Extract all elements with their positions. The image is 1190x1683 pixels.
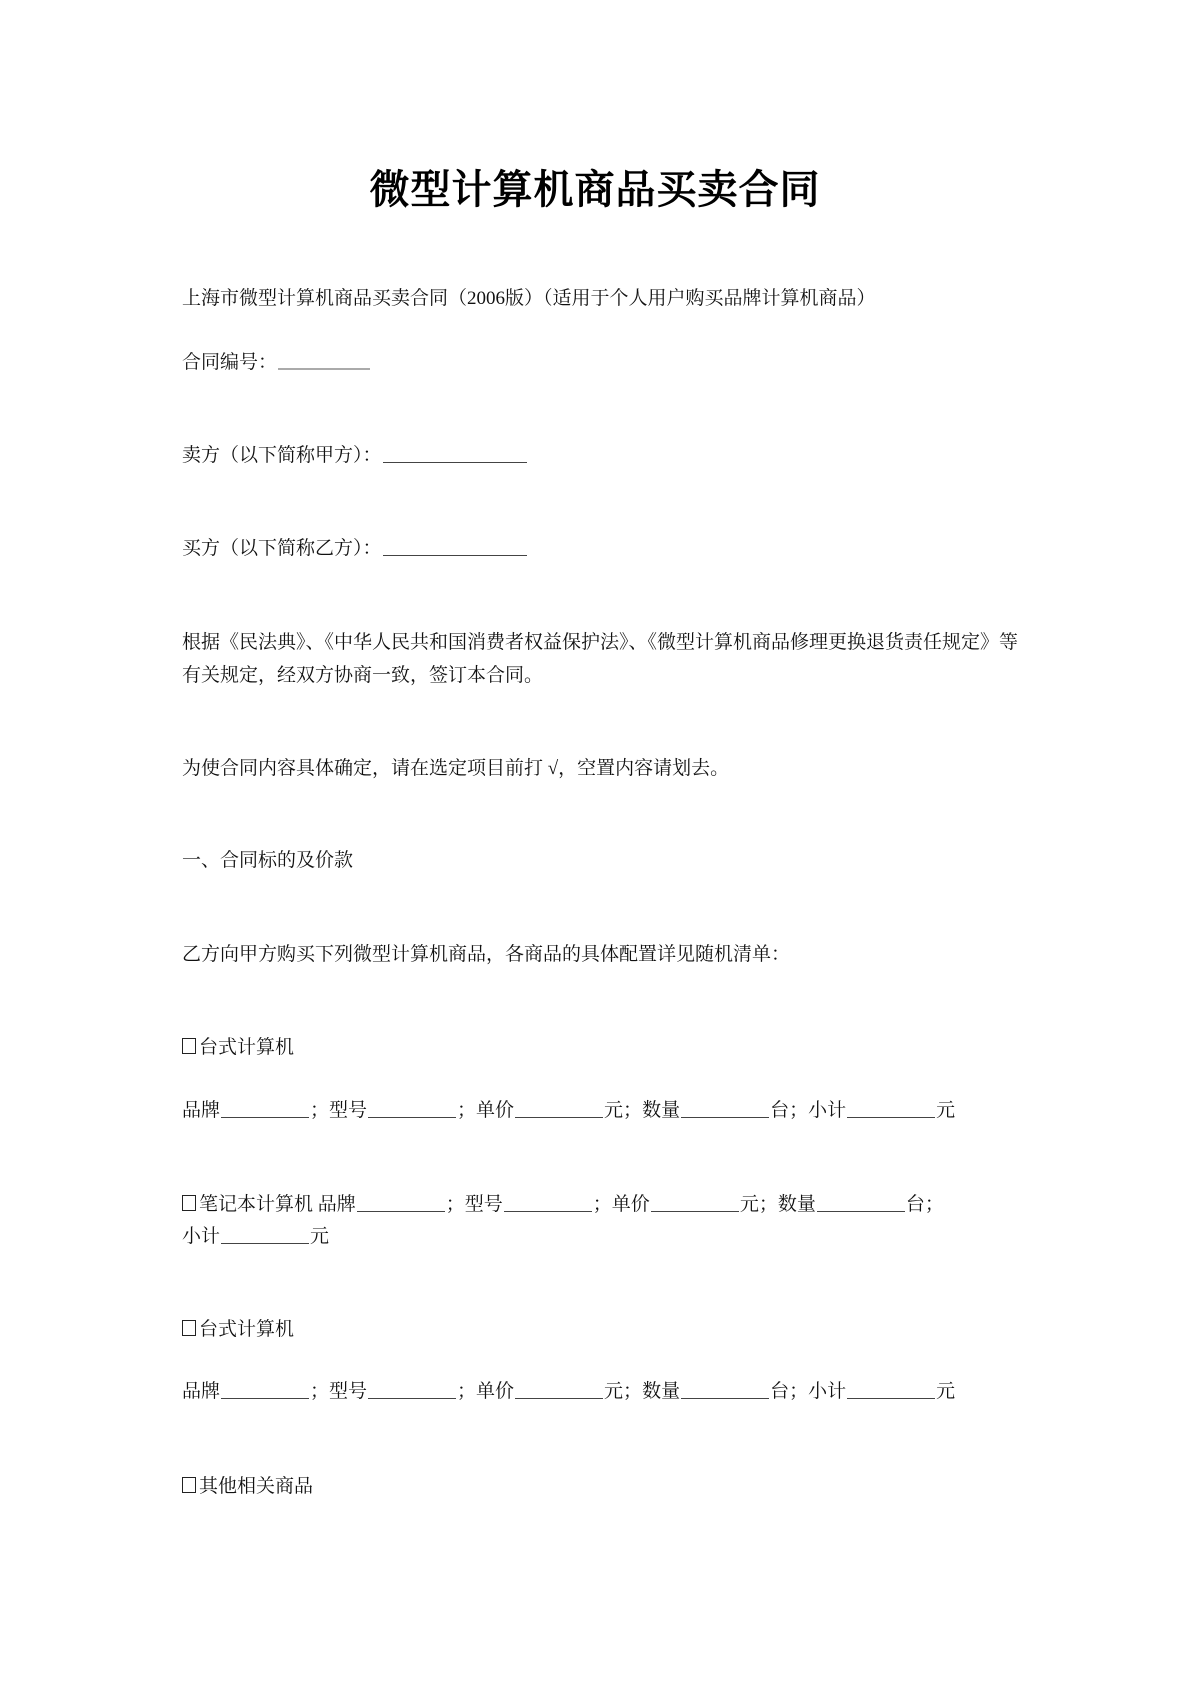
instruction-text: 为使合同内容具体确定，请在选定项目前打 √，空置内容请划去。 [182,758,730,779]
subtotal-field[interactable] [847,1396,935,1399]
price-unit: 元； [739,1194,778,1215]
checkbox-other[interactable] [182,1477,196,1493]
price-label: ；单价 [457,1381,515,1402]
seller-label: 卖方（以下简称甲方）： [182,445,382,466]
quantity-label: 数量 [777,1194,816,1215]
quantity-unit: 台； [770,1381,809,1402]
price-field[interactable] [651,1209,739,1212]
section-1-heading: 一、合同标的及价款 [182,850,354,871]
contract-number-label: 合同编号： [182,352,278,373]
price-unit: 元； [604,1100,643,1121]
basis-paragraph: 根据《民法典》、《中华人民共和国消费者权益保护法》、《微型计算机商品修理更换退货责任规定》等有关规定，经双方协商一致，签订本合同。 [182,632,1019,686]
model-label: ；型号 [310,1381,368,1402]
checkbox-desktop-2[interactable] [182,1320,196,1336]
brand-label: 品牌 [182,1381,221,1402]
brand-field[interactable] [221,1396,309,1399]
item-notebook [182,1188,1017,1221]
contract-number-field[interactable] [278,366,370,370]
item-desktop-2-fields [182,1375,1017,1408]
model-label: ；型号 [445,1194,503,1215]
quantity-field[interactable] [681,1115,769,1118]
brand-label: 品牌 [182,1100,221,1121]
item-label: 其他相关商品 [199,1476,314,1497]
buyer-field[interactable] [383,553,527,556]
item-notebook-subtotal [182,1220,1017,1253]
subtotal-label: 小计 [808,1100,847,1121]
subtotal-unit: 元 [936,1100,956,1121]
item-label: 台式计算机 [199,1319,295,1340]
section-1-intro: 乙方向甲方购买下列微型计算机商品，各商品的具体配置详见随机清单： [182,944,791,965]
item-desktop-1 [182,1031,1017,1064]
quantity-field[interactable] [817,1209,905,1212]
subtotal-field[interactable] [221,1241,309,1244]
subtotal-label: 小计 [182,1226,221,1247]
item-other [182,1470,1017,1503]
model-field[interactable] [368,1115,456,1118]
brand-label: 品牌 [313,1194,356,1215]
subtotal-unit: 元 [310,1226,330,1247]
subtotal-field[interactable] [847,1115,935,1118]
subtotal-unit: 元 [936,1381,956,1402]
buyer-label: 买方（以下简称乙方）： [182,538,382,559]
quantity-unit: 台； [770,1100,809,1121]
brand-field[interactable] [357,1209,445,1212]
model-label: ；型号 [310,1100,368,1121]
model-field[interactable] [368,1396,456,1399]
checkbox-notebook[interactable] [182,1195,196,1211]
quantity-label: 数量 [642,1381,681,1402]
document-title: 微型计算机商品买卖合同 [369,167,821,212]
item-desktop-2 [182,1313,1017,1346]
subtotal-label: 小计 [808,1381,847,1402]
item-label: 笔记本计算机 [199,1194,314,1215]
price-label: ；单价 [592,1194,650,1215]
seller-field[interactable] [383,460,527,463]
checkbox-desktop-1[interactable] [182,1038,196,1054]
quantity-field[interactable] [681,1396,769,1399]
item-desktop-1-fields [182,1094,1017,1127]
quantity-label: 数量 [642,1100,681,1121]
contract-number-row [182,346,1017,379]
price-field[interactable] [515,1396,603,1399]
document-subtitle: 上海市微型计算机商品买卖合同（2006版）（适用于个人用户购买品牌计算机商品） [182,288,876,309]
price-unit: 元； [604,1381,643,1402]
brand-field[interactable] [221,1115,309,1118]
price-label: ；单价 [457,1100,515,1121]
item-label: 台式计算机 [199,1037,295,1058]
price-field[interactable] [515,1115,603,1118]
buyer-row [182,532,1017,565]
quantity-unit: 台； [905,1194,944,1215]
model-field[interactable] [504,1209,592,1212]
seller-row [182,439,1017,472]
